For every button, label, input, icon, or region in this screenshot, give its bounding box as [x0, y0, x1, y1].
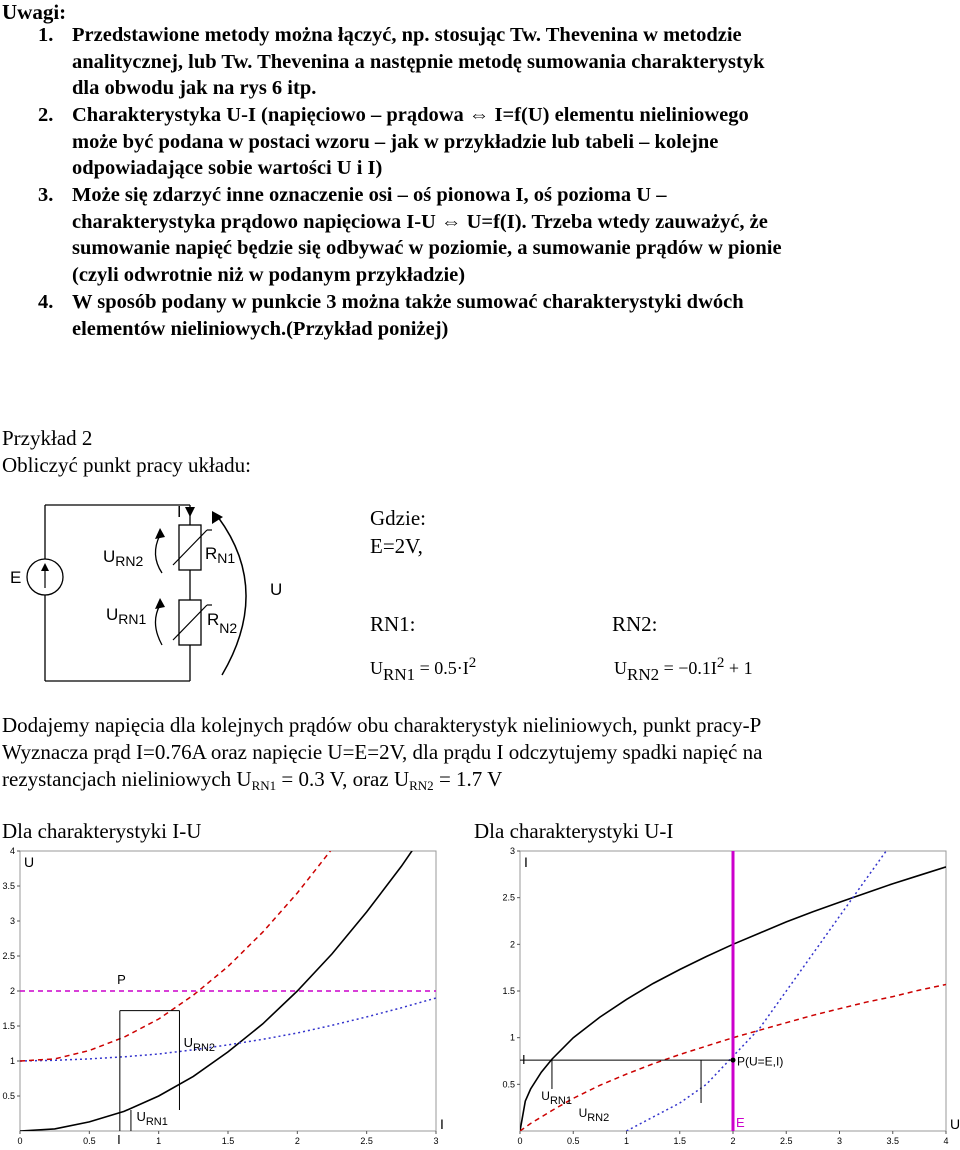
note-line: charakterystyka prądowo napięciowa I-U ⇔ U=f(I). Trzeba wtedy zauważyć, że	[72, 210, 768, 233]
note-number: 4.	[38, 291, 54, 313]
note-number: 1.	[38, 24, 54, 46]
operating-point-label: P	[117, 972, 126, 987]
result-line-3: rezystancjach nieliniowych $U_{RN1} = 0.3$ V, oraz $U_{RN2} = 1.7$ V	[2, 767, 503, 793]
x-tick-label: 2.5	[360, 1136, 373, 1146]
note-line: Przedstawione metody można łączyć, np. stosując Tw. Thevenina w metodzie	[72, 24, 742, 46]
y-tick-label: 2	[9, 986, 15, 996]
example-subtitle: Obliczyć punkt pracy układu:	[2, 453, 252, 477]
current-marker-label: I	[522, 1052, 526, 1068]
note-line: W sposób podany w punkcie 3 można także sumować charakterystyki dwóch	[72, 291, 744, 313]
chart1-title: Dla charakterystyki I-U	[2, 819, 202, 843]
note-number: 3.	[38, 184, 54, 206]
result-line-1: Dodajemy napięcia dla kolejnych prądów obu charakterystyk nieliniowych, punkt pracy-P	[2, 713, 762, 737]
chart-u-i	[490, 845, 960, 1150]
circuit-voltage-label: U	[270, 580, 283, 599]
x-tick-label: 1	[156, 1136, 162, 1146]
params-e-value: E=2V,	[370, 534, 423, 558]
example-title: Przykład 2	[2, 426, 93, 450]
chart-i-u	[0, 845, 455, 1150]
current-marker-label: I	[117, 1132, 121, 1147]
circuit-source-label: E	[10, 568, 22, 587]
rn1-formula: $URN1 = 0.5\cdot I^2$	[370, 655, 477, 684]
y-tick-label: 0.5	[502, 1079, 515, 1090]
x-tick-label: 2	[294, 1136, 300, 1146]
note-number: 2.	[38, 104, 54, 126]
x-tick-label: 3	[836, 1136, 843, 1146]
params-where: Gdzie:	[370, 506, 426, 530]
rn2-formula: $URN2 = -0.1I^2 + 1$	[614, 655, 753, 684]
annotation-urn2: $U_{RN2}$	[183, 1035, 216, 1054]
x-tick-label: 2	[730, 1136, 736, 1146]
annotation-urn1: $U_{RN1}$	[136, 1109, 168, 1129]
circuit-label-urn2: $U_{RN2}$	[103, 547, 144, 569]
annotation-urn1: URN1	[541, 1089, 572, 1108]
x-axis-label: U	[950, 1116, 960, 1132]
x-tick-label: 3.5	[886, 1136, 900, 1146]
y-axis-label: U	[24, 854, 35, 870]
result-line-2: Wyznacza prąd I=0.76A oraz napięcie U=E=2V, dla prądu I odczytujemy spadki napięć na	[2, 740, 763, 764]
note-line: sumowanie napięć będzie się odbywać w poziomie, a sumowanie prądów w pionie	[72, 237, 782, 259]
note-line: odpowiadające sobie wartości U i I)	[72, 157, 383, 179]
x-tick-label: 3	[433, 1136, 439, 1146]
circuit-label-rn1: $R_{N1}$	[205, 544, 236, 566]
x-tick-label: 0.5	[83, 1136, 96, 1146]
x-axis-label: I	[440, 1116, 444, 1132]
chart2-title: Dla charakterystyki U-I	[474, 819, 674, 843]
y-tick-label: 1.5	[2, 1021, 15, 1031]
y-tick-label: 2	[509, 939, 515, 950]
x-tick-label: 0	[17, 1136, 23, 1146]
y-tick-label: 4	[9, 846, 15, 856]
current-arrow-icon	[185, 507, 195, 517]
y-tick-label: 3	[509, 846, 515, 856]
y-tick-label: 0.5	[2, 1091, 15, 1101]
params-rn1-label: RN1:	[370, 612, 416, 636]
y-tick-label: 2.5	[2, 951, 15, 961]
y-tick-label: 1.5	[502, 986, 515, 996]
y-tick-label: 1	[509, 1032, 515, 1043]
circuit-label-urn1: $U_{RN1}$	[106, 605, 147, 627]
note-line: Charakterystyka U-I (napięciowo – prądowa ⇔ I=f(U) elementu nieliniowego	[72, 104, 749, 126]
annotation-urn2: URN2	[578, 1106, 610, 1124]
notes-heading: Uwagi:	[2, 0, 67, 24]
circuit-current-label: I	[177, 504, 182, 521]
y-tick-label: 1	[9, 1056, 15, 1066]
arrow-up-icon	[41, 563, 49, 571]
x-tick-label: 4	[943, 1136, 949, 1146]
x-tick-label: 1.5	[673, 1136, 687, 1146]
y-tick-label: 3	[9, 916, 15, 926]
note-line: analitycznej, lub Tw. Thevenina a następnie metodę sumowania charakterystyk	[72, 50, 765, 73]
x-tick-label: 1	[623, 1136, 630, 1146]
circuit-label-rn2: $R_{N2}$	[207, 610, 238, 636]
note-line: może być podana w postaci wzoru – jak w przykładzie lub tabeli – kolejne	[72, 130, 719, 153]
operating-point-label: P(U=E,I)	[737, 1054, 784, 1069]
note-line: (czyli odwrotnie niż w podanym przykładzie)	[72, 263, 466, 286]
e-marker-label: E	[736, 1115, 745, 1130]
y-tick-label: 3.5	[2, 881, 15, 891]
y-axis-label: I	[524, 854, 528, 870]
note-line: Może się zdarzyć inne oznaczenie osi – oś pionowa I, oś pozioma U –	[72, 184, 667, 206]
circuit-diagram	[0, 495, 330, 695]
x-tick-label: 0.5	[566, 1136, 580, 1146]
note-line: dla obwodu jak na rys 6 itp.	[72, 77, 317, 99]
params-rn2-label: RN2:	[612, 612, 658, 636]
y-tick-label: 2.5	[502, 892, 515, 903]
x-tick-label: 1.5	[221, 1136, 235, 1146]
operating-point-marker	[731, 1058, 736, 1063]
note-line: elementów nieliniowych.(Przykład poniżej)	[72, 317, 449, 340]
x-tick-label: 0	[517, 1136, 523, 1146]
x-tick-label: 2.5	[779, 1136, 793, 1146]
